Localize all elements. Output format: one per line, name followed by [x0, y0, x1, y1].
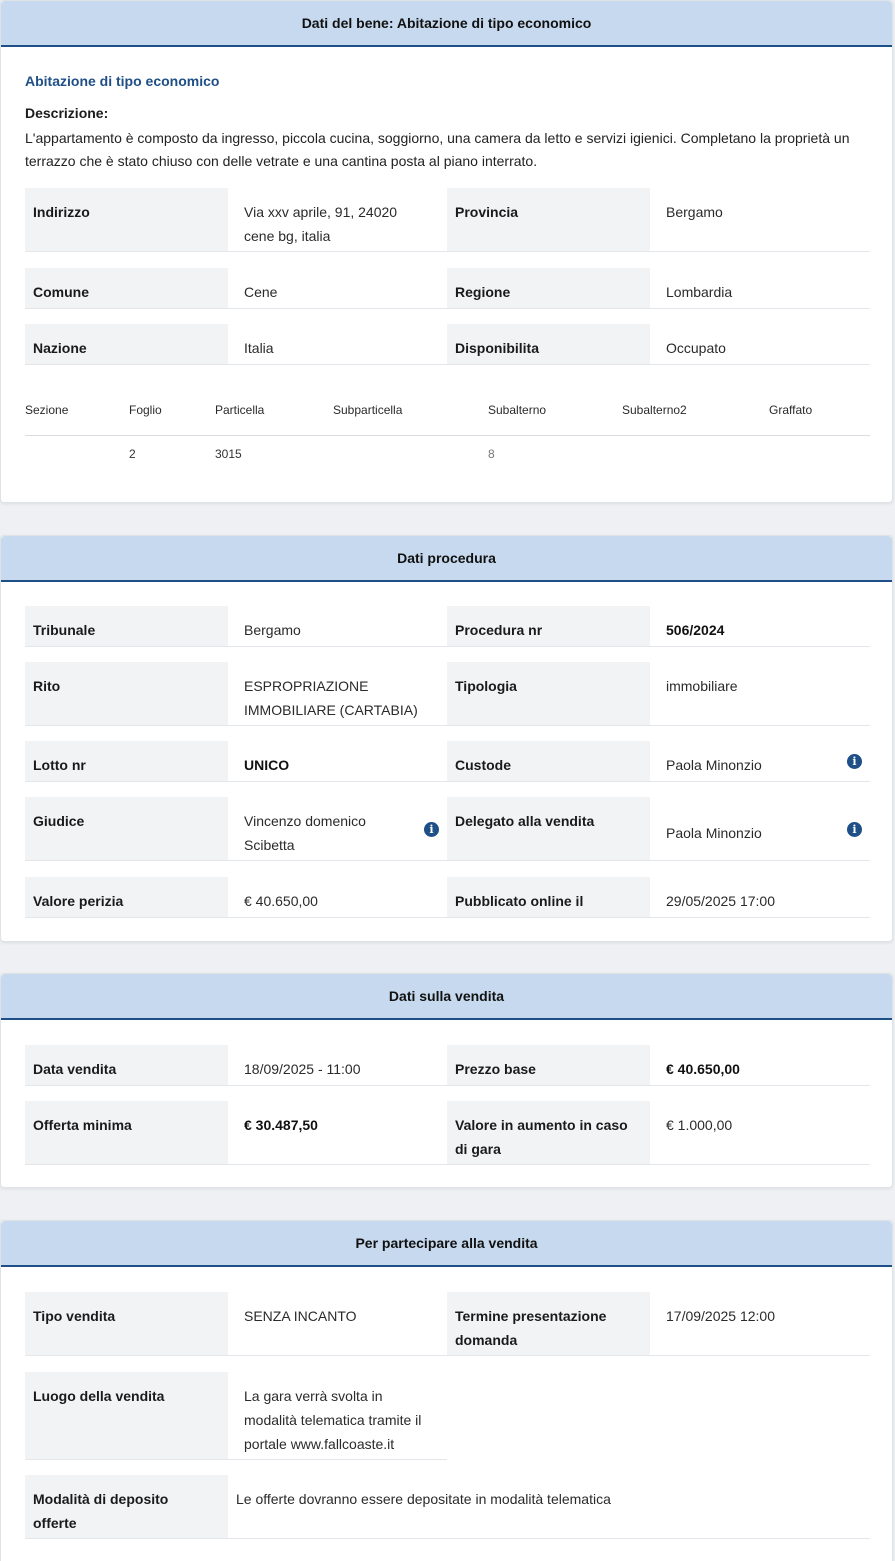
- data-vendita-value: 18/09/2025 - 11:00: [244, 1061, 361, 1077]
- card-dati-procedura: [0, 535, 893, 942]
- catasto-header-foglio: Foglio: [129, 403, 162, 417]
- giudice-label: Giudice: [25, 797, 228, 860]
- deposito-value: Le offerte dovranno essere depositate in modalità telematica: [236, 1491, 611, 1507]
- comune-label: Comune: [25, 268, 228, 308]
- row-divider: [25, 308, 870, 309]
- row-divider: [25, 1355, 870, 1356]
- luogo-label: Luogo della vendita: [25, 1372, 228, 1459]
- catasto-header-subparticella: Subparticella: [333, 403, 403, 417]
- rito-label: Rito: [25, 662, 228, 725]
- termine-label: [447, 1292, 650, 1355]
- pubblicato-value: 29/05/2025 17:00: [666, 893, 775, 909]
- catasto-header-graffato: Graffato: [769, 403, 813, 417]
- section-title: Per partecipare alla vendita: [355, 1235, 538, 1251]
- rito-line1: ESPROPRIAZIONE: [244, 678, 369, 694]
- catasto-header-sezione: Sezione: [25, 403, 69, 417]
- custode-label: Custode: [447, 741, 650, 781]
- disponibilita-value: Occupato: [666, 340, 726, 356]
- perizia-label: Valore perizia: [25, 877, 228, 917]
- card-dati-vendita: [0, 973, 893, 1188]
- deposito-label: [25, 1475, 228, 1538]
- giudice-info-icon[interactable]: i: [424, 822, 439, 837]
- luogo-value: [228, 1372, 447, 1456]
- indirizzo-value: [228, 188, 447, 248]
- indirizzo-line1: Via xxv aprile, 91, 24020: [244, 204, 398, 220]
- luogo-line3: portale www.fallcoaste.it: [244, 1436, 395, 1452]
- luogo-line2: modalità telematica tramite il: [244, 1412, 422, 1428]
- row-divider: [25, 917, 870, 918]
- data-vendita-label: Data vendita: [25, 1045, 228, 1085]
- provincia-value: Bergamo: [666, 204, 723, 220]
- offerta-minima-value: € 30.487,50: [244, 1117, 318, 1133]
- row-divider: [25, 1459, 447, 1460]
- row-divider: [25, 781, 870, 782]
- delegato-value: Paola Minonzio: [666, 825, 762, 841]
- section-title: Dati del bene: Abitazione di tipo economico: [301, 15, 592, 31]
- rito-line2: IMMOBILIARE (CARTABIA): [244, 702, 418, 718]
- card-header-dati-bene: [1, 1, 892, 47]
- regione-value: Lombardia: [666, 284, 733, 300]
- termine-value: 17/09/2025 12:00: [666, 1308, 775, 1324]
- perizia-value: € 40.650,00: [244, 893, 318, 909]
- catasto-header-subalterno2: Subalterno2: [622, 403, 687, 417]
- deposito-label-line2: offerte: [33, 1515, 77, 1531]
- aumento-label-line1: Valore in aumento in caso: [455, 1117, 628, 1133]
- catasto-header-divider: [25, 435, 870, 436]
- regione-label: Regione: [447, 268, 650, 308]
- card-dati-bene: [0, 0, 893, 503]
- property-subtitle: Abitazione di tipo economico: [25, 73, 220, 89]
- card-header-dati-vendita: [1, 974, 892, 1020]
- row-divider: [25, 1085, 870, 1086]
- provincia-label: Provincia: [447, 188, 650, 251]
- nazione-label: Nazione: [25, 324, 228, 364]
- delegato-label: Delegato alla vendita: [447, 797, 650, 860]
- procedura-nr-value: 506/2024: [666, 622, 725, 638]
- nazione-value: Italia: [244, 340, 274, 356]
- tipologia-value: immobiliare: [666, 678, 738, 694]
- prezzo-base-value: € 40.650,00: [666, 1061, 740, 1077]
- offerta-minima-label: Offerta minima: [25, 1101, 228, 1164]
- procedura-nr-label: Procedura nr: [447, 606, 650, 646]
- aumento-value: € 1.000,00: [666, 1117, 733, 1133]
- lotto-value: UNICO: [244, 757, 290, 773]
- catasto-cell-subalterno: 8: [488, 447, 495, 461]
- description-text: L'appartamento è composto da ingresso, piccola cucina, soggiorno, una camera da letto e servizi igienici. Completano la proprietà un terrazzo che è stato chiuso con delle vetrate e una cantina posta al piano interrato.: [25, 130, 850, 169]
- description-label: Descrizione:: [25, 105, 109, 121]
- row-divider: [25, 364, 870, 365]
- tribunale-value: Bergamo: [244, 622, 301, 638]
- disponibilita-label: Disponibilita: [447, 324, 650, 364]
- indirizzo-label: Indirizzo: [25, 188, 228, 251]
- row-divider: [25, 725, 870, 726]
- catasto-header-subalterno: Subalterno: [488, 403, 547, 417]
- catasto-header-particella: Particella: [215, 403, 265, 417]
- custode-value: Paola Minonzio: [666, 757, 762, 773]
- indirizzo-line2: cene bg, italia: [244, 228, 331, 244]
- giudice-value: [228, 797, 408, 857]
- delegato-info-icon[interactable]: i: [847, 822, 862, 837]
- giudice-line1: Vincenzo domenico: [244, 813, 366, 829]
- card-partecipare: [0, 1220, 893, 1561]
- custode-info-icon[interactable]: i: [847, 754, 862, 769]
- aumento-label: [447, 1101, 650, 1164]
- row-divider: [25, 1538, 870, 1539]
- luogo-line1: La gara verrà svolta in: [244, 1388, 383, 1404]
- section-title: Dati sulla vendita: [388, 988, 505, 1004]
- row-divider: [25, 251, 870, 252]
- comune-value: Cene: [244, 284, 278, 300]
- section-title: Dati procedura: [397, 550, 496, 566]
- row-divider: [25, 1164, 870, 1165]
- card-header-partecipare: [1, 1221, 892, 1267]
- pubblicato-label: Pubblicato online il: [447, 877, 650, 917]
- row-divider: [25, 860, 870, 861]
- deposito-label-line1: Modalità di deposito: [33, 1491, 169, 1507]
- giudice-line2: Scibetta: [244, 837, 295, 853]
- tribunale-label: Tribunale: [25, 606, 228, 646]
- catasto-cell-foglio: 2: [129, 447, 136, 461]
- prezzo-base-label: Prezzo base: [447, 1045, 650, 1085]
- lotto-label: Lotto nr: [25, 741, 228, 781]
- tipo-vendita-label: Tipo vendita: [25, 1292, 228, 1355]
- row-divider: [25, 646, 870, 647]
- termine-label-line1: Termine presentazione: [455, 1308, 607, 1324]
- rito-value: [228, 662, 447, 722]
- termine-label-line2: domanda: [455, 1332, 518, 1348]
- tipologia-label: Tipologia: [447, 662, 650, 725]
- tipo-vendita-value: SENZA INCANTO: [244, 1308, 357, 1324]
- aumento-label-line2: di gara: [455, 1141, 501, 1157]
- catasto-cell-particella: 3015: [215, 447, 242, 461]
- card-header-dati-procedura: [1, 536, 892, 582]
